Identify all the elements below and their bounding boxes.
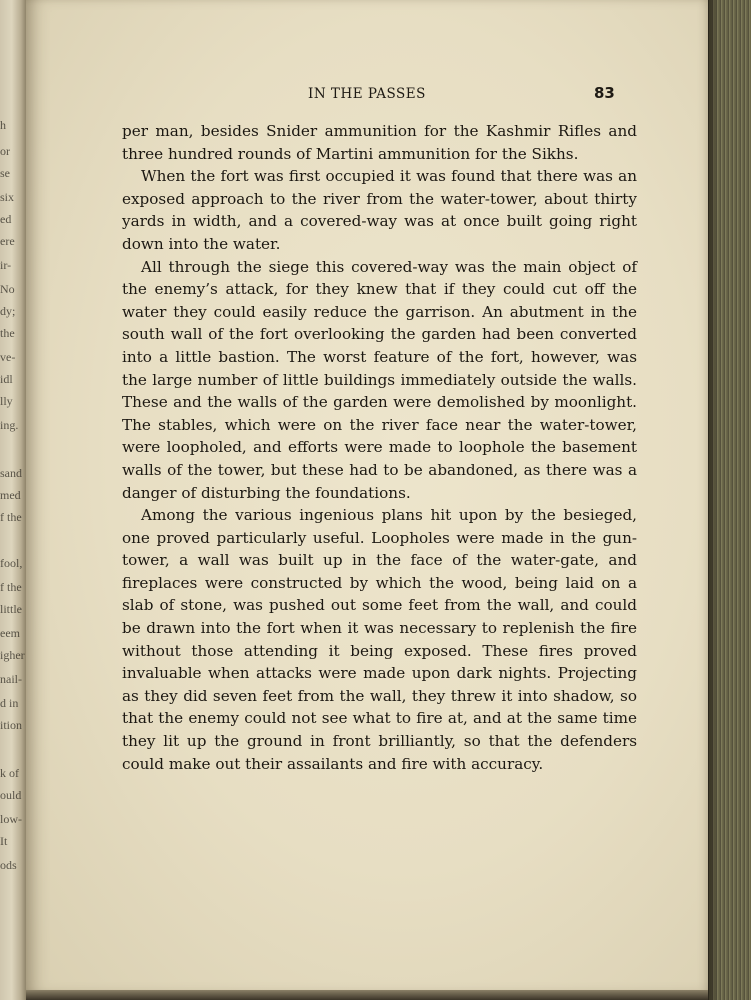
paragraph: Among the various ingenious plans hit upon by the besieged, one proved particularly useful. Loopholes were made in the gun-tower, a wall was built up in the face of the water-gate, and fireplaces were constructed by which the wood, being laid on a slab of stone, was pushed out some feet from the wall, and could be drawn into the fort when it was necessary to replenish the fire without those attending it being exposed. These fires proved invaluable when attacks were made upon dark nights. Projecting as they did seven feet from the wall, they threw it into shadow, so that the enemy could not see what to fire at, and at the same time they lit up the ground in front brilliantly, so that the defenders could make out their assailants and fire with accuracy. xyxy=(122,506,637,773)
facing-page-fragment: the xyxy=(0,326,15,340)
facing-page-fragment: ere xyxy=(0,234,15,248)
facing-page-fragment: ed xyxy=(0,212,12,226)
facing-page-fragment: igher xyxy=(0,648,25,662)
facing-page-fragment: idl xyxy=(0,372,13,386)
facing-page-fragment: six xyxy=(0,190,15,204)
bottom-page-edge xyxy=(26,990,708,1000)
facing-page-fragment: or xyxy=(0,144,10,158)
running-header xyxy=(26,86,708,106)
facing-page-fragment: h xyxy=(0,118,6,132)
paragraph: When the fort was first occupied it was found that there was an exposed approach to the river from the water-tower, about thirty yards in width, and a covered-way was at once built going right down into the water. xyxy=(122,167,637,253)
facing-page-fragment: f the xyxy=(0,510,22,524)
facing-page-fragment: little xyxy=(0,602,22,616)
paragraph: All through the siege this covered-way was the main object of the enemy’s attack, for they knew that if they could cut off the water they could easily reduce the garrison. An abutment in the south wall of the fort overlooking the garden had been converted into a little bastion. The worst feature of the fort, however, was the large number of little buildings immediately outside the walls. These and the walls of the garden were demolished by moonlight. The stables, which were on the river face near the water-tower, were loopholed, and efforts were made to loophole the basement walls of the tower, but these had to be abandoned, as there was a danger of disturbing the foundations. xyxy=(122,257,637,502)
facing-page-fragment: med xyxy=(0,488,21,502)
facing-page-edge xyxy=(0,0,26,1000)
page-number: 83 xyxy=(594,84,615,102)
facing-page-fragment: ods xyxy=(0,858,17,872)
facing-page-fragment: ition xyxy=(0,718,23,732)
facing-page-fragment: eem xyxy=(0,626,20,640)
facing-page-fragment: It xyxy=(0,834,8,848)
facing-page-fragment: se xyxy=(0,166,10,180)
facing-page-fragment: sand xyxy=(0,466,22,480)
facing-page-fragment: f the xyxy=(0,580,22,594)
facing-page-fragment: dy; xyxy=(0,304,16,318)
facing-page-fragment: low- xyxy=(0,812,22,826)
page-stack-edge xyxy=(708,0,751,1000)
facing-page-fragment: nail- xyxy=(0,672,22,686)
paragraph: per man, besides Snider ammunition for the Kashmir Rifles and three hundred rounds of Martini ammunition for the Sikhs. xyxy=(122,122,637,163)
facing-page-fragment: No xyxy=(0,282,15,296)
facing-page-fragment: lly xyxy=(0,394,13,408)
facing-page-fragment: ing. xyxy=(0,418,19,432)
facing-page-fragment: d in xyxy=(0,696,19,710)
facing-page-fragment: ould xyxy=(0,788,22,802)
facing-page-fragment: ir- xyxy=(0,258,12,272)
book-page xyxy=(26,0,708,992)
facing-page-fragment: k of xyxy=(0,766,19,780)
facing-page-fragment: ve- xyxy=(0,350,16,364)
facing-page-fragment: fool, xyxy=(0,556,23,570)
body-text xyxy=(122,120,637,775)
running-title: IN THE PASSES xyxy=(308,86,426,102)
